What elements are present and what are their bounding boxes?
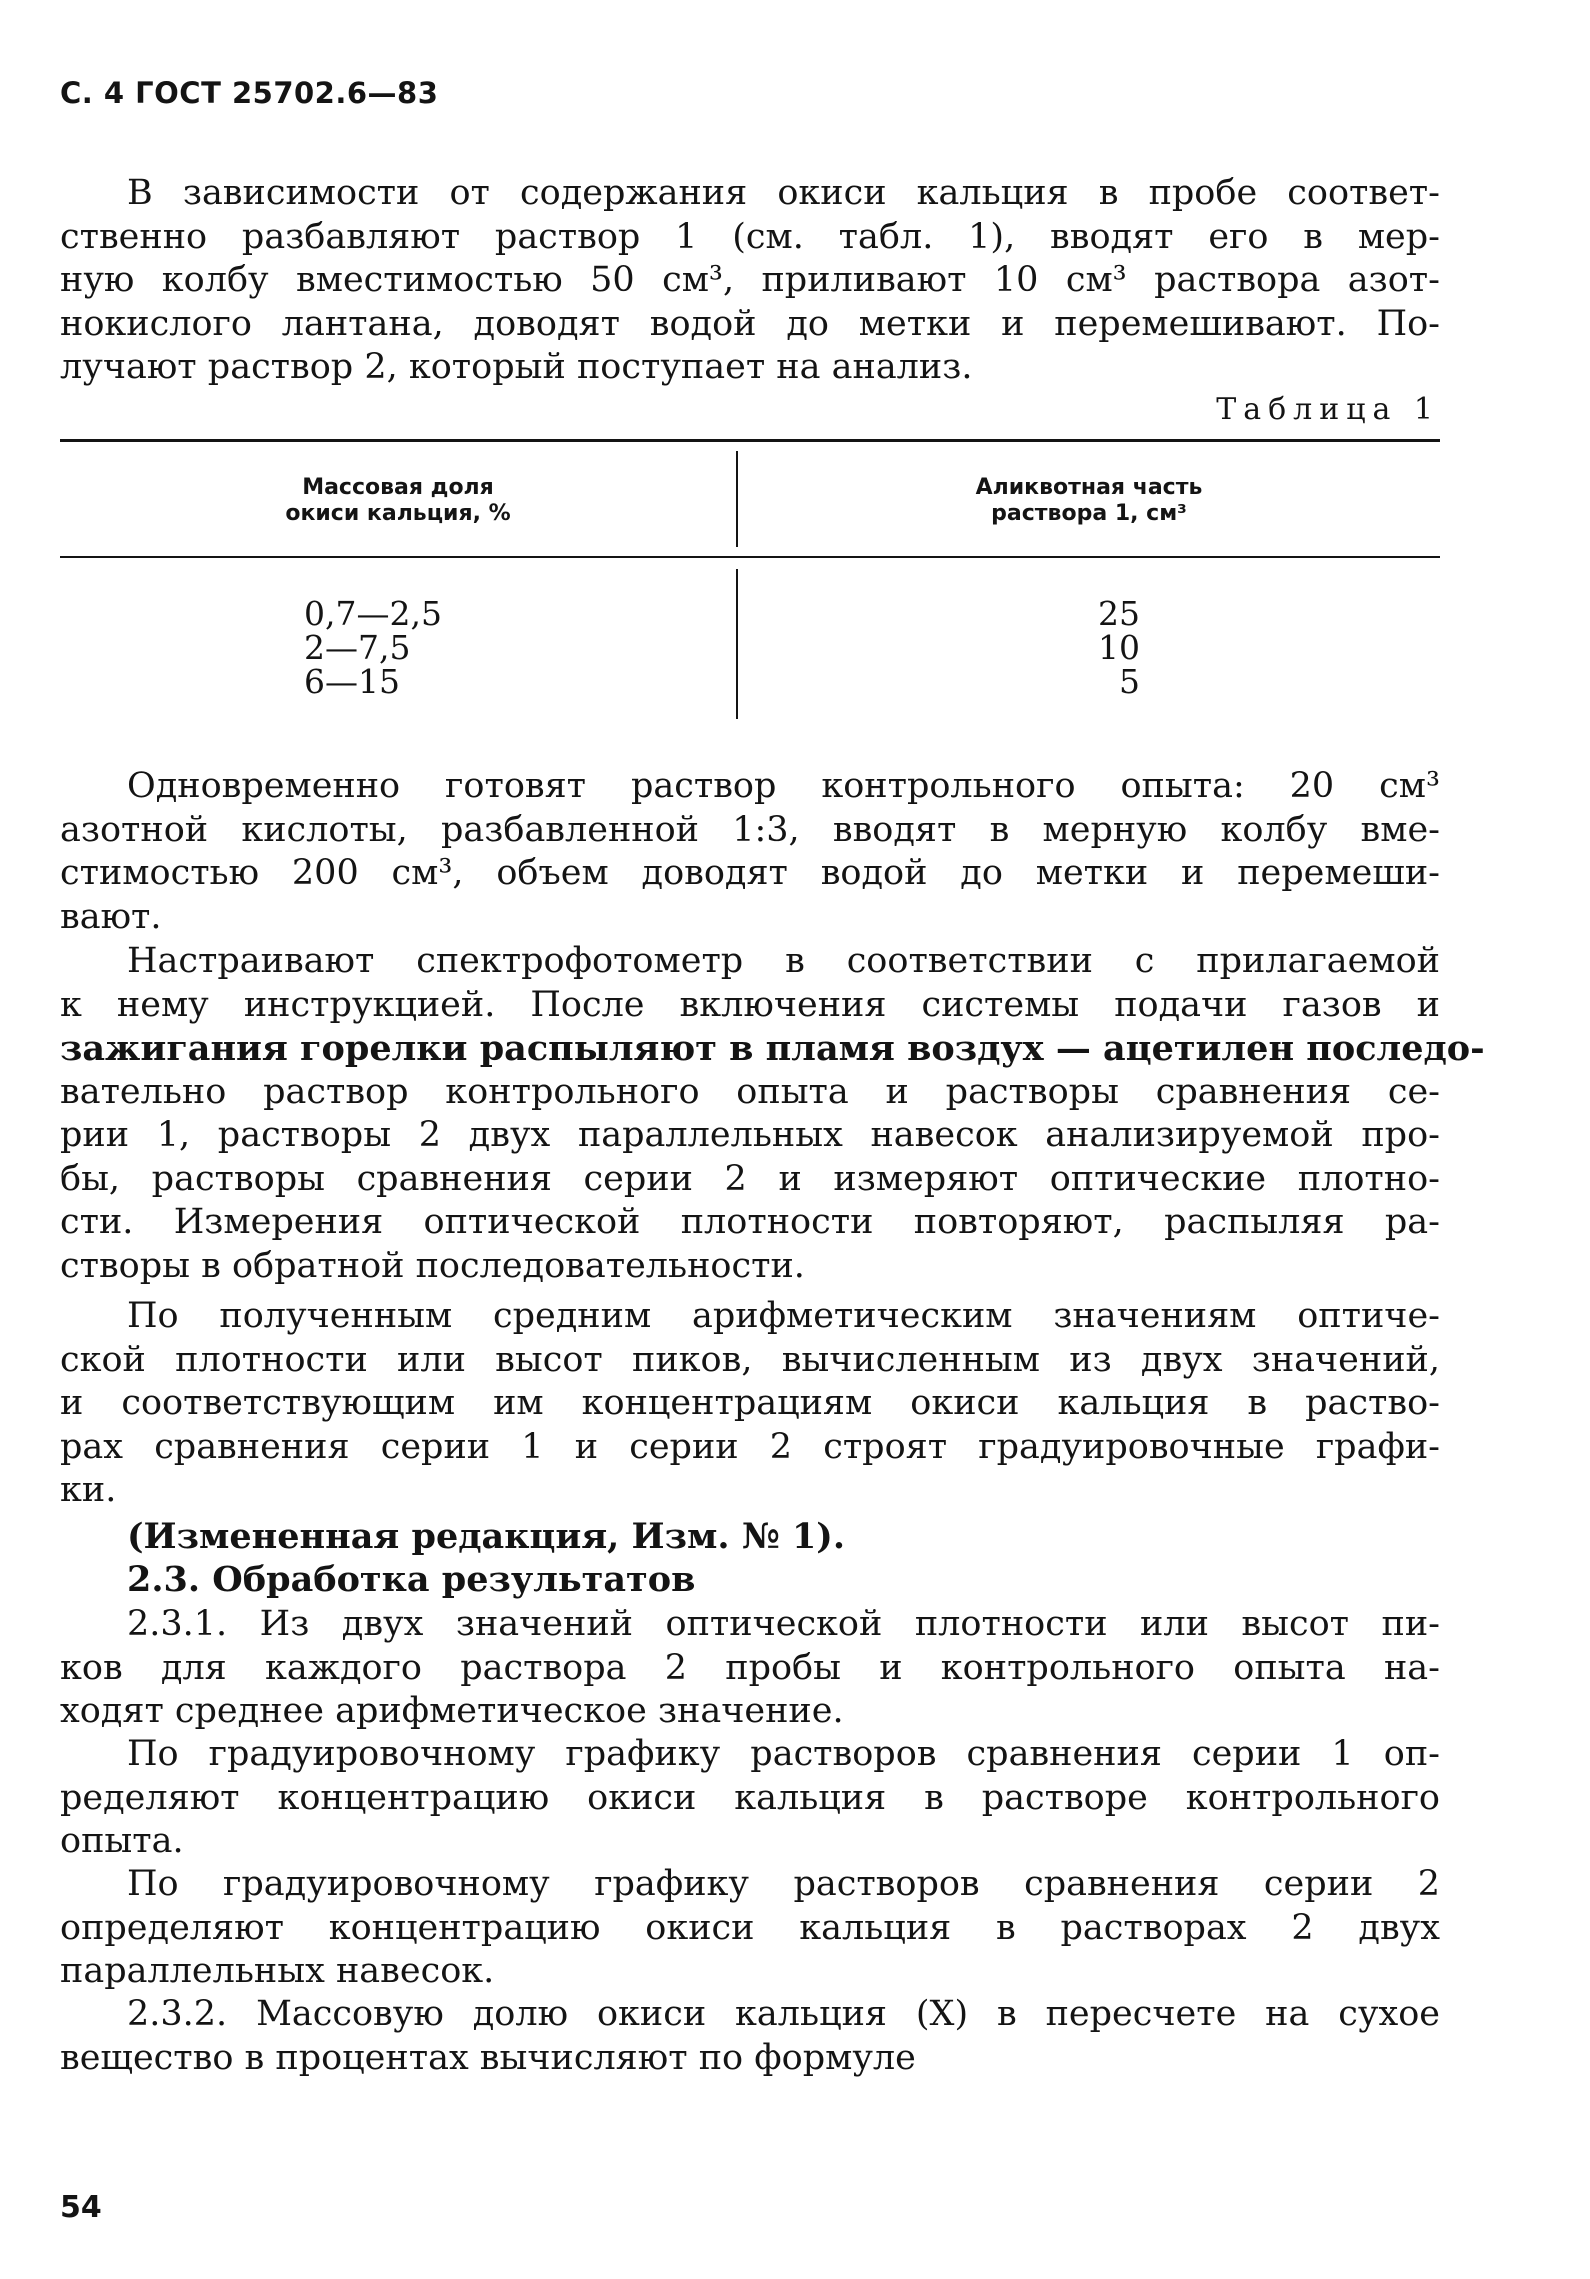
series-1-paragraph bbox=[60, 1733, 1440, 1864]
text-line: ки. bbox=[60, 1470, 117, 1510]
text-line: Одновременно готовят раствор контрольного опыта: 20 см³ bbox=[127, 766, 1440, 806]
header-bottom-rule bbox=[60, 556, 1440, 558]
table-cell: 0,7—2,5 bbox=[304, 594, 442, 633]
text-line: азотной кислоты, разбавленной 1:3, вводят в мерную колбу вме- bbox=[60, 809, 1440, 850]
text-line: ской плотности или высот пиков, вычисленным из двух значений, bbox=[60, 1339, 1440, 1380]
table-cell: 2—7,5 bbox=[304, 628, 411, 667]
text-line: определяют концентрацию окиси кальция в растворах 2 двух bbox=[60, 1907, 1440, 1948]
column-header-mass-fraction: Массовая доля окиси кальция, % bbox=[285, 475, 511, 526]
text-line: 2.3.2. Массовую долю окиси кальция (X) в пересчете на сухое bbox=[127, 1994, 1440, 2034]
text-line: По градуировочному графику растворов сравнения серии 1 оп- bbox=[127, 1734, 1440, 1774]
text-line: вещество в процентах вычисляют по формуле bbox=[60, 2037, 916, 2078]
document-page bbox=[60, 0, 1485, 2279]
data-table bbox=[60, 439, 1440, 719]
text-line: По градуировочному графику растворов сравнения серии 2 bbox=[127, 1864, 1440, 1904]
text-line: лучают раствор 2, который поступает на анализ. bbox=[60, 347, 973, 387]
text-line: сти. Измерения оптической плотности повторяют, распыляя ра- bbox=[60, 1202, 1440, 1242]
text-line: створы в обратной последовательности. bbox=[60, 1245, 805, 1286]
table-cell: 10 bbox=[1098, 628, 1140, 667]
clause-2-3-1-paragraph bbox=[60, 1603, 1440, 1734]
text-line: вают. bbox=[60, 896, 162, 937]
text-line: ственно разбавляют раствор 1 (см. табл. 1), вводят его в мер- bbox=[60, 216, 1440, 257]
control-experiment-paragraph bbox=[60, 765, 1440, 939]
page-header: С. 4 ГОСТ 25702.6—83 bbox=[60, 76, 439, 110]
intro-paragraph bbox=[60, 172, 1440, 390]
text-line: вательно раствор контрольного опыта и растворы сравнения се- bbox=[60, 1071, 1440, 1112]
text-line: стимостью 200 см³, объем доводят водой до метки и перемеши- bbox=[60, 853, 1440, 893]
text-line: ходят среднее арифметическое значение. bbox=[60, 1691, 844, 1731]
text-line: ную колбу вместимостью 50 см³, приливают 10 см³ раствора азот- bbox=[60, 260, 1440, 300]
text-line: бы, растворы сравнения серии 2 и измеряют оптические плотно- bbox=[60, 1158, 1440, 1199]
table-cell: 5 bbox=[1119, 662, 1140, 701]
table-cell: 6—15 bbox=[304, 662, 400, 701]
text-line: рах сравнения серии 1 и серии 2 строят градуировочные графи- bbox=[60, 1426, 1440, 1467]
clause-2-3-2-paragraph bbox=[60, 1993, 1440, 2080]
text-line: нокислого лантана, доводят водой до метки и перемешивают. По- bbox=[60, 303, 1440, 344]
text-line: опыта. bbox=[60, 1821, 184, 1861]
text-line: Настраивают спектрофотометр в соответствии с прилагаемой bbox=[127, 941, 1440, 981]
table-caption: Таблица 1 bbox=[1216, 392, 1440, 427]
text-line: ределяют концентрацию окиси кальция в растворе контрольного bbox=[60, 1777, 1440, 1818]
page-number: 54 bbox=[60, 2190, 102, 2225]
spectrophotometer-paragraph bbox=[60, 940, 1485, 1288]
amendment-note: (Измененная редакция, Изм. № 1). bbox=[127, 1516, 846, 1557]
table-cell: 25 bbox=[1098, 594, 1140, 633]
text-line: и соответствующим им концентрациям окиси кальция в раство- bbox=[60, 1383, 1440, 1423]
text-line: зажигания горелки распыляют в пламя воздух — ацетилен последо- bbox=[60, 1028, 1485, 1069]
text-line: ков для каждого раствора 2 пробы и контрольного опыта на- bbox=[60, 1647, 1440, 1688]
text-line: По полученным средним арифметическим значениям оптиче- bbox=[127, 1296, 1440, 1336]
section-title: 2.3. Обработка результатов bbox=[127, 1559, 696, 1600]
body-divider bbox=[736, 569, 738, 719]
text-line: 2.3.1. Из двух значений оптической плотности или высот пи- bbox=[127, 1604, 1440, 1644]
series-2-paragraph bbox=[60, 1863, 1440, 1994]
text-line: параллельных навесок. bbox=[60, 1951, 495, 1991]
calibration-paragraph bbox=[60, 1295, 1440, 1513]
text-line: В зависимости от содержания окиси кальция в пробе соответ- bbox=[127, 173, 1440, 213]
text-line: рии 1, растворы 2 двух параллельных навесок анализируемой про- bbox=[60, 1115, 1440, 1155]
column-header-aliquot: Аликвотная часть раствора 1, см³ bbox=[975, 475, 1203, 526]
table-top-rule bbox=[60, 439, 1440, 442]
text-line: к нему инструкцией. После включения системы подачи газов и bbox=[60, 984, 1440, 1025]
